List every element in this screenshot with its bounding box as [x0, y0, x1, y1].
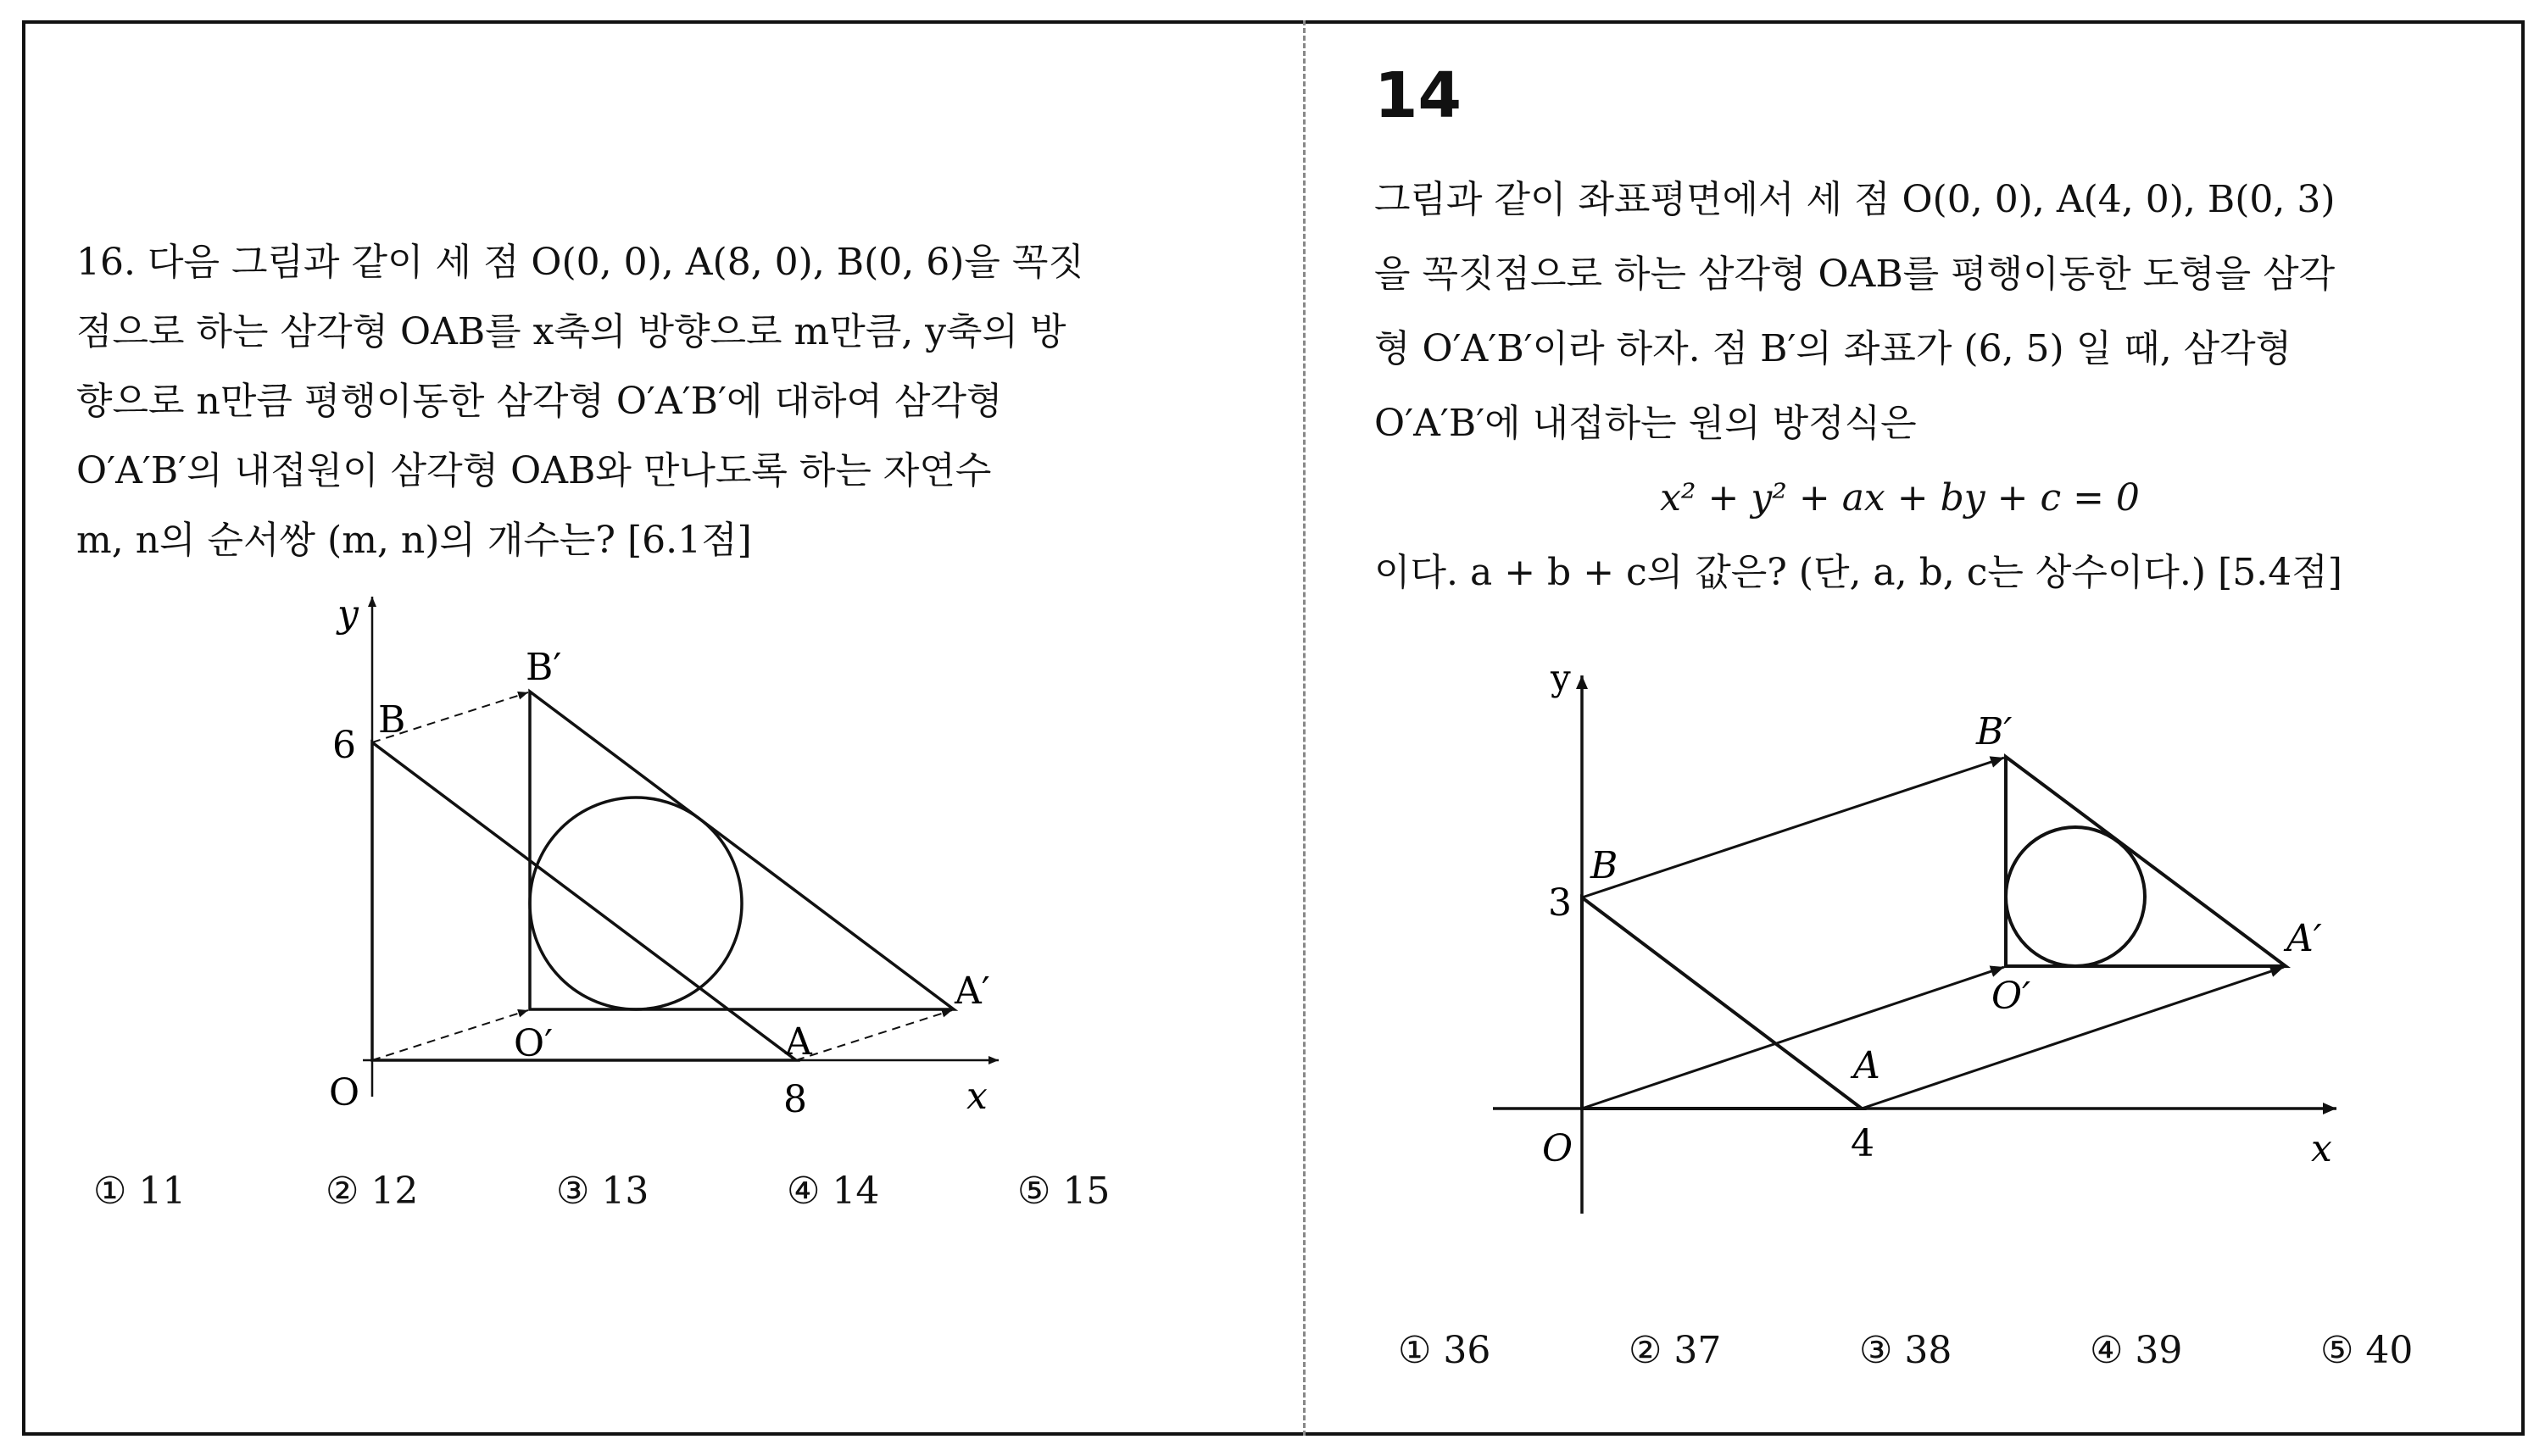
translation-arrow-A: [1862, 967, 2284, 1109]
question-line: 향으로 n만큼 평행이동한 삼각형 O′A′B′에 대하여 삼각형: [76, 380, 1003, 423]
translation-arrow-B: [1582, 758, 2004, 897]
problem-14-figure: [1306, 20, 2522, 1436]
translation-arrow-O: [372, 1010, 528, 1060]
choice-2[interactable]: ② 37: [1629, 1329, 1722, 1372]
question-line: 을 꼭짓점으로 하는 삼각형 OAB를 평행이동한 도형을 삼각: [1374, 253, 2336, 296]
problem-16-figure: [24, 20, 1302, 1436]
question-line: 16. 다음 그림과 같이 세 점 O(0, 0), A(8, 0), B(0, 6)을 꼭짓: [76, 241, 1084, 284]
triangle-O'A'B': [530, 692, 954, 1009]
problem-14-panel: [1306, 20, 2522, 1436]
point-label-A-prime: A′: [955, 970, 990, 1013]
question-line: m, n의 순서쌍 (m, n)의 개수는? [6.1점]: [76, 519, 752, 562]
tick-label-3: 3: [1548, 881, 1572, 925]
incircle: [2006, 827, 2145, 966]
tick-label-4: 4: [1851, 1122, 1874, 1165]
x-axis-label: x: [2311, 1127, 2332, 1170]
column-divider: [1303, 20, 1306, 1436]
x-axis-label: x: [966, 1075, 988, 1118]
question-line: O′A′B′에 내접하는 원의 방정식은: [1374, 402, 1917, 445]
problem-number: 14: [1374, 59, 1462, 132]
choice-2[interactable]: ② 12: [326, 1170, 419, 1213]
point-label-O-prime: O′: [1991, 975, 2031, 1018]
choice-4[interactable]: ④ 39: [2090, 1329, 2183, 1372]
question-line: 점으로 하는 삼각형 OAB를 x축의 방향으로 m만큼, y축의 방: [76, 310, 1066, 353]
origin-label: O: [329, 1071, 360, 1114]
incircle: [530, 797, 742, 1009]
choice-5[interactable]: ⑤ 40: [2320, 1329, 2414, 1372]
choice-3[interactable]: ③ 38: [1859, 1329, 1952, 1372]
tick-label-6: 6: [332, 724, 356, 767]
question-line: 형 O′A′B′이라 하자. 점 B′의 좌표가 (6, 5) 일 때, 삼각형: [1374, 327, 2292, 370]
point-label-A: A: [1853, 1044, 1880, 1087]
origin-label: O: [1542, 1127, 1573, 1170]
choice-1[interactable]: ① 11: [93, 1170, 187, 1213]
question-line: O′A′B′의 내접원이 삼각형 OAB와 만나도록 하는 자연수: [76, 449, 992, 492]
point-label-B: B: [378, 698, 406, 742]
point-label-A: A: [785, 1020, 812, 1064]
choice-5[interactable]: ⑤ 15: [1017, 1170, 1111, 1213]
question-line: 그림과 같이 좌표평면에서 세 점 O(0, 0), A(4, 0), B(0, 3): [1374, 178, 2336, 221]
y-axis-label: y: [1551, 657, 1571, 698]
translation-arrow-A: [796, 1010, 952, 1060]
point-label-O-prime: O′: [514, 1022, 554, 1065]
point-label-B-prime: B′: [526, 646, 562, 689]
triangle-OAB: [1582, 897, 1862, 1109]
translation-arrow-O: [1582, 967, 2004, 1109]
question-line: 이다. a + b + c의 값은? (단, a, b, c는 상수이다.) [5.4점]: [1374, 551, 2342, 594]
point-label-B-prime: B′: [1976, 710, 2013, 753]
point-label-A-prime: A′: [2286, 917, 2322, 960]
answer-choices: [1398, 1329, 2413, 1372]
choice-1[interactable]: ① 36: [1398, 1329, 1491, 1372]
y-axis-label: y: [337, 592, 359, 636]
answer-choices: [93, 1170, 1110, 1213]
tick-label-8: 8: [783, 1078, 807, 1121]
triangle-O'A'B': [2006, 757, 2286, 966]
triangle-OAB: [372, 742, 796, 1060]
choice-4[interactable]: ④ 14: [787, 1170, 880, 1213]
circle-equation: x² + y² + ax + by + c = 0: [1660, 476, 2140, 520]
point-label-B: B: [1590, 844, 1618, 887]
problem-16-panel: [24, 20, 1302, 1436]
choice-3[interactable]: ③ 13: [556, 1170, 649, 1213]
